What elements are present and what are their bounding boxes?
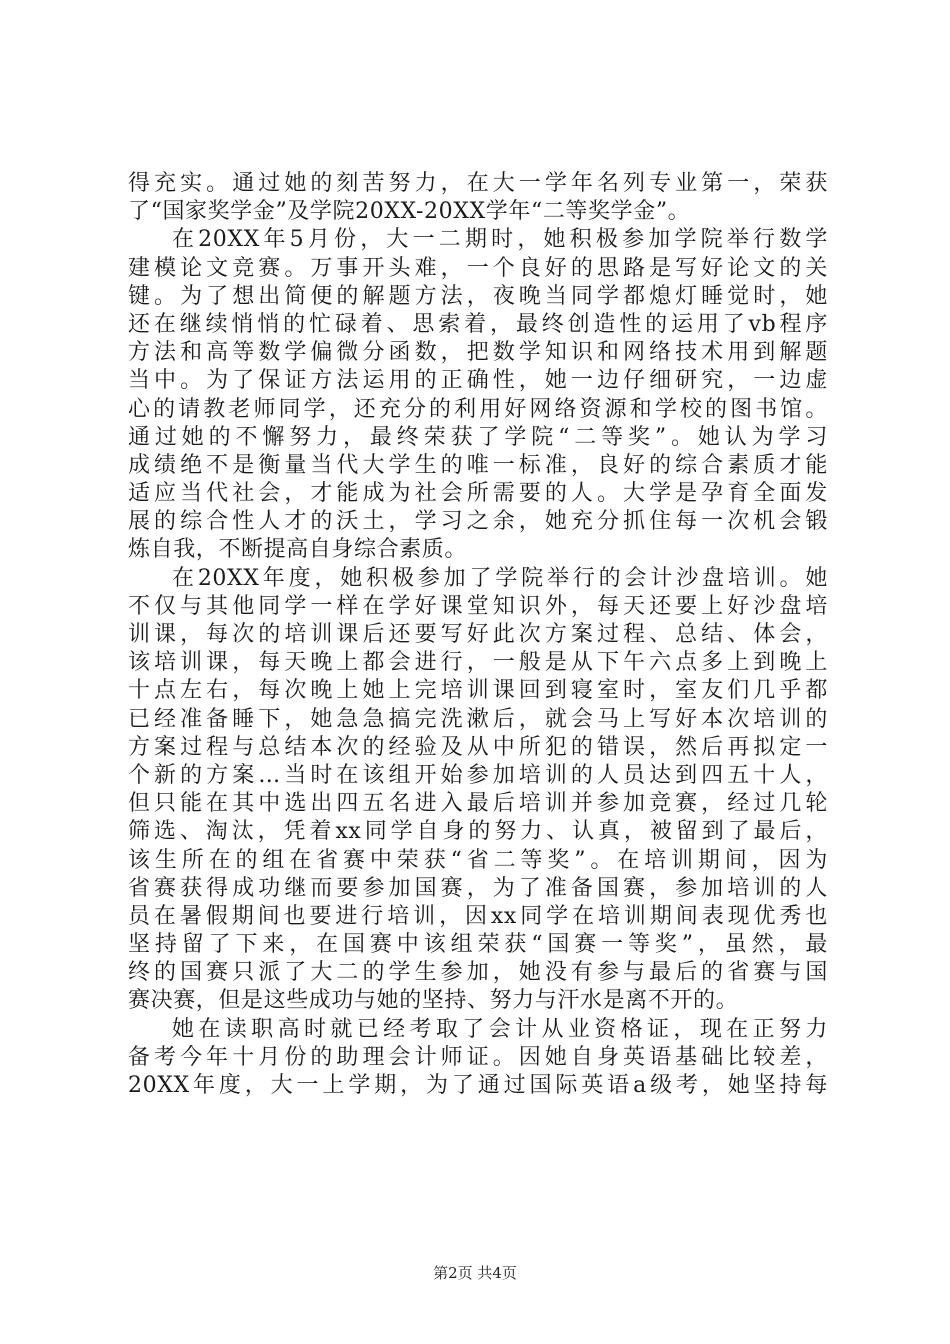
text-line: 了“国家奖学金”及学院20XX-20XX学年“二等奖学金”。 <box>128 199 691 225</box>
text-line: 坚持留了下来，在国赛中该组荣获“国赛一等奖”，虽然，最 <box>128 932 828 958</box>
text-line: 得充实。通过她的刻苦努力，在大一学年名列专业第一，荣获 <box>128 171 828 196</box>
text-line: 适应当代社会，才能成为社会所需要的人。大学是孕育全面发 <box>128 481 828 507</box>
text-line: 成绩绝不是衡量当代大学生的唯一标准，良好的综合素质才能 <box>128 452 828 478</box>
text-line: 训课，每次的培训课后还要写好此次方案过程、总结、体会， <box>128 622 828 647</box>
text-line: 但只能在其中选出四五名进入最后培训并参加竞赛，经过几轮 <box>128 791 828 817</box>
text-line: 省赛获得成功继而要参加国赛，为了准备国赛，参加培训的人 <box>128 875 828 901</box>
text-line: 展的综合性人才的沃土，学习之余，她充分抓住每一次机会锻 <box>128 509 828 535</box>
text-line: 在20XX年度，她积极参加了学院举行的会计沙盘培训。她 <box>172 565 828 591</box>
text-line: 方法和高等数学偏微分函数，把数学知识和网络技术用到解题 <box>128 340 828 366</box>
text-line: 十点左右，每次晚上她上完培训课回到寝室时，室友们几乎都 <box>128 678 828 704</box>
text-line: 她在读职高时就已经考取了会计从业资格证，现在正努力 <box>172 1016 828 1042</box>
text-line: 还在继续悄悄的忙碌着、思索着，最终创造性的运用了vb程序 <box>128 311 828 337</box>
text-line: 方案过程与总结本次的经验及从中所犯的错误，然后再拟定一 <box>128 734 828 760</box>
text-line: 建模论文竞赛。万事开头难，一个良好的思路是写好论文的关 <box>128 255 828 281</box>
text-line: 员在暑假期间也要进行培训，因xx同学在培训期间表现优秀也 <box>128 903 828 929</box>
text-line: 20XX年度，大一上学期，为了通过国际英语a级考，她坚持每 <box>128 1073 828 1098</box>
text-line: 终的国赛只派了大二的学生参加，她没有参与最后的省赛与国 <box>128 960 828 986</box>
text-line: 在20XX年5月份，大一二期时，她积极参加学院举行数学 <box>172 227 828 253</box>
document-body <box>128 170 828 1100</box>
text-line: 个新的方案…当时在该组开始参加培训的人员达到四五十人， <box>128 762 828 788</box>
text-line: 已经准备睡下，她急急搞完洗漱后，就会马上写好本次培训的 <box>128 706 828 732</box>
text-line: 心的请教老师同学，还充分的利用好网络资源和学校的图书馆。 <box>128 396 828 422</box>
text-line: 炼自我，不断提高自身综合素质。 <box>128 537 468 563</box>
text-line: 备考今年十月份的助理会计师证。因她自身英语基础比较差， <box>128 1044 828 1070</box>
text-line: 赛决赛，但是这些成功与她的坚持、努力与汗水是离不开的。 <box>128 988 739 1014</box>
page-number-footer: 第2页 共4页 <box>433 1264 517 1282</box>
text-line: 该培训课，每天晚上都会进行，一般是从下午六点多上到晚上 <box>128 650 828 676</box>
text-line: 筛选、淘汰，凭着xx同学自身的努力、认真，被留到了最后， <box>128 819 828 845</box>
text-line: 键。为了想出简便的解题方法，夜晚当同学都熄灯睡觉时，她 <box>128 283 828 309</box>
text-line: 通过她的不懈努力，最终荣获了学院“二等奖”。她认为学习 <box>128 424 828 450</box>
text-line: 该生所在的组在省赛中荣获“省二等奖”。在培训期间，因为 <box>128 847 828 873</box>
text-line: 当中。为了保证方法运用的正确性，她一边仔细研究，一边虚 <box>128 368 828 394</box>
text-line: 不仅与其他同学一样在学好课堂知识外，每天还要上好沙盘培 <box>128 593 828 619</box>
